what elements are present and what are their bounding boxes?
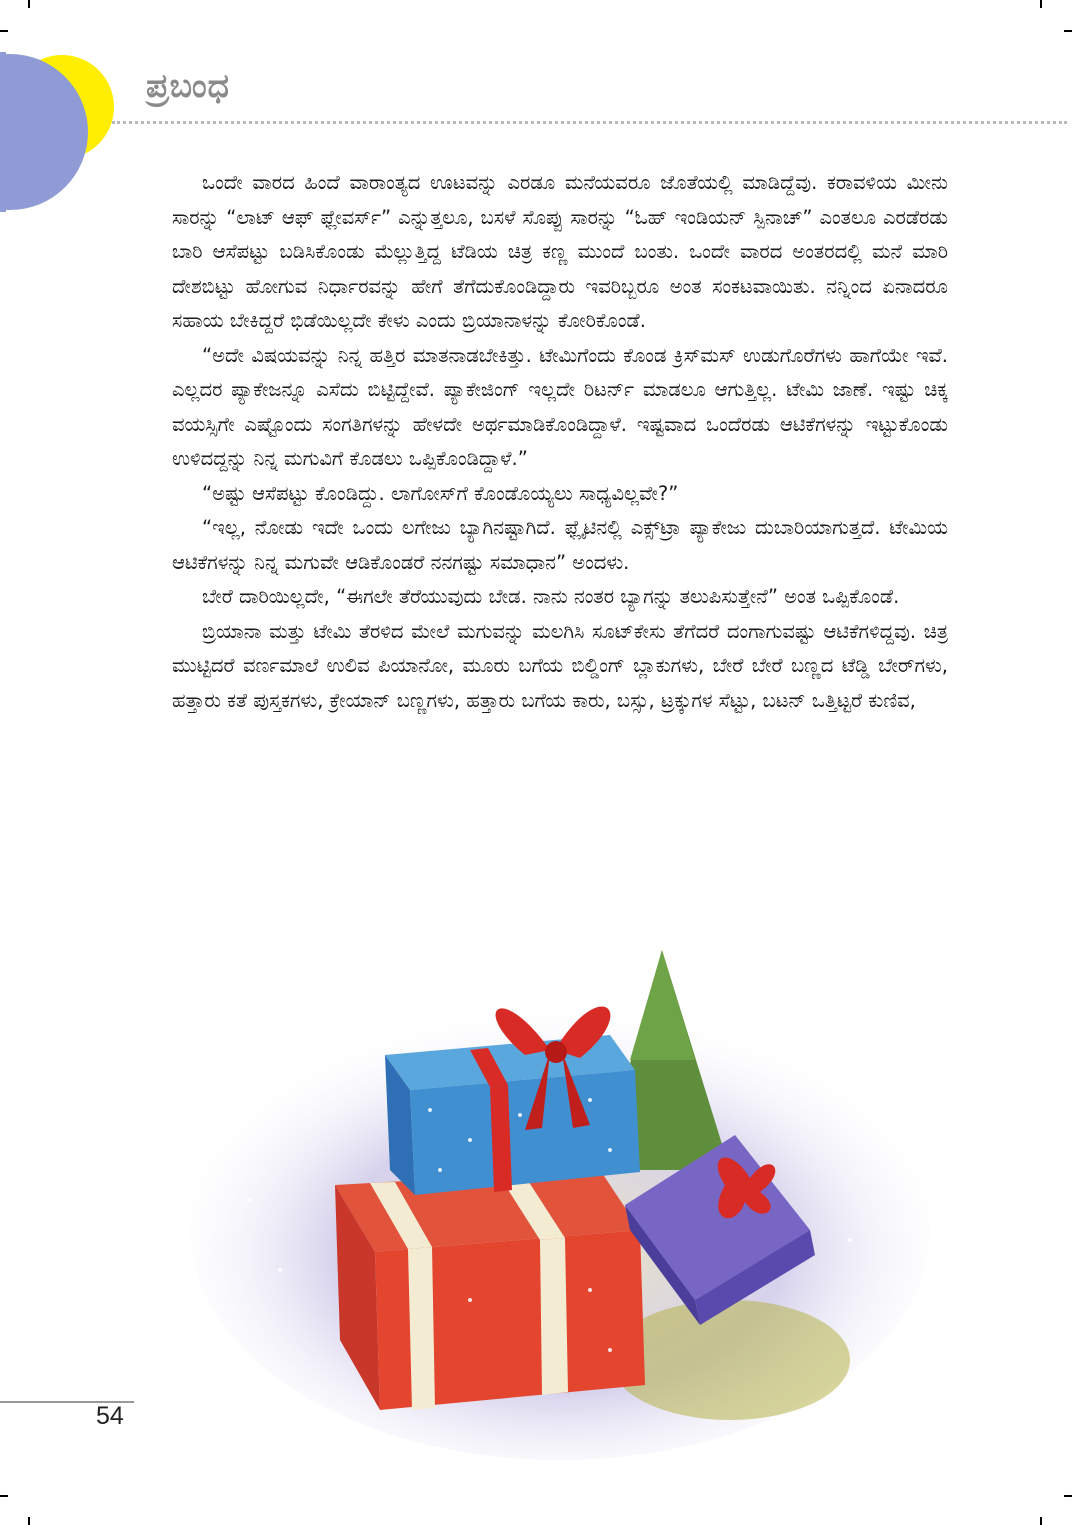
- crop-mark: [1064, 1495, 1072, 1497]
- page-number: 54: [96, 1402, 124, 1430]
- paragraph: “ಅಷ್ಟು ಆಸೆಪಟ್ಟು ಕೊಂಡಿದ್ದು. ಲಾಗೋಸ್‌ಗೆ ಕೊಂಡೊಯ್ಯಲು ಸಾಧ್ಯವಿಲ್ಲವೇ?”: [202, 481, 679, 505]
- crop-mark: [0, 1495, 8, 1497]
- gift-boxes-illustration: [170, 940, 950, 1480]
- section-title: ಪ್ರಬಂಧ: [146, 66, 230, 105]
- crop-mark: [1064, 30, 1072, 32]
- paragraph: “ಇಲ್ಲ, ನೋಡು ಇದೇ ಒಂದು ಲಗೇಜು ಬ್ಯಾಗಿನಷ್ಟಾಗಿದೆ. ಫ್ಲೈಟಿನಲ್ಲಿ ಎಕ್ಸ್‌ಟ್ರಾ ಪ್ಯಾಕೇಜು ದುಬಾರಿಯಾಗುತ್ತದೆ. ಟೇಮಿಯ ಆಟಿಕೆಗಳನ್ನು ನಿನ್ನ ಮಗುವೇ ಆಡಿಕೊಂಡರೆ ನನಗಷ್ಟು ಸಮಾಧಾನ” ಅಂದಳು.: [172, 516, 948, 574]
- paragraph: “ಅದೇ ವಿಷಯವನ್ನು ನಿನ್ನ ಹತ್ತಿರ ಮಾತನಾಡಬೇಕಿತ್ತು. ಟೇಮಿಗೆಂದು ಕೊಂಡ ಕ್ರಿಸ್‌ಮಸ್ ಉಡುಗೊರೆಗಳು ಹಾಗೆಯೇ ಇವೆ. ಎಲ್ಲದರ ಪ್ಯಾಕೇಜನ್ನೂ ಎಸೆದು ಬಿಟ್ಟಿದ್ದೇವೆ. ಪ್ಯಾಕೇಜಿಂಗ್ ಇಲ್ಲದೇ ರಿಟರ್ನ್ ಮಾಡಲೂ ಆಗುತ್ತಿಲ್ಲ. ಟೇಮಿ ಜಾಣೆ. ಇಷ್ಟು ಚಿಕ್ಕ ವಯಸ್ಸಿಗೇ ಎಷ್ಟೊಂದು ಸಂಗತಿಗಳನ್ನು ಹೇಳದೇ ಅರ್ಥಮಾಡಿಕೊಂಡಿದ್ದಾಳೆ. ಇಷ್ಟವಾದ ಒಂದೆರಡು ಆಟಿಕೆಗಳನ್ನು ಇಟ್ಟುಕೊಂಡು ಉಳಿದದ್ದನ್ನು ನಿನ್ನ ಮಗುವಿಗೆ ಕೊಡಲು ಒಪ್ಪಿಕೊಂಡಿದ್ದಾಳೆ.”: [172, 343, 948, 470]
- crop-mark: [1040, 0, 1042, 8]
- crop-mark: [28, 0, 30, 8]
- paragraph: ಬೇರೆ ದಾರಿಯಿಲ್ಲದೇ, “ಈಗಲೇ ತೆರೆಯುವುದು ಬೇಡ. ನಾನು ನಂತರ ಬ್ಯಾಗನ್ನು ತಲುಪಿಸುತ್ತೇನೆ” ಅಂತ ಒಪ್ಪಿಕೊಂಡೆ.: [202, 585, 900, 608]
- body-text: [172, 166, 948, 718]
- corner-decoration: [0, 52, 115, 212]
- crop-mark: [0, 30, 8, 32]
- crop-mark: [28, 1517, 30, 1525]
- dotted-divider: [112, 121, 1067, 124]
- crop-mark: [1040, 1517, 1042, 1525]
- paragraph: ಬ್ರಿಯಾನಾ ಮತ್ತು ಟೇಮಿ ತೆರಳಿದ ಮೇಲೆ ಮಗುವನ್ನು ಮಲಗಿಸಿ ಸೂಟ್‌ಕೇಸು ತೆಗೆದರೆ ದಂಗಾಗುವಷ್ಟು ಆಟಿಕೆಗಳಿದ್ದವು. ಚಿತ್ರ ಮುಟ್ಟಿದರೆ ವರ್ಣಮಾಲೆ ಉಲಿವ ಪಿಯಾನೋ, ಮೂರು ಬಗೆಯ ಬಿಲ್ಡಿಂಗ್ ಬ್ಲಾಕುಗಳು, ಬೇರೆ ಬೇರೆ ಬಣ್ಣದ ಟೆಡ್ಡಿ ಬೇರ್‌ಗಳು, ಹತ್ತಾರು ಕತೆ ಪುಸ್ತಕಗಳು, ಕ್ರೇಯಾನ್ ಬಣ್ಣಗಳು, ಹತ್ತಾರು ಬಗೆಯ ಕಾರು, ಬಸ್ಸು, ಟ್ರಕ್ಕುಗಳ ಸೆಟ್ಟು, ಬಟನ್ ಒತ್ತಿಟ್ಟರೆ ಕುಣಿವ,: [172, 619, 948, 712]
- paragraph: ಒಂದೇ ವಾರದ ಹಿಂದೆ ವಾರಾಂತ್ಯದ ಊಟವನ್ನು ಎರಡೂ ಮನೆಯವರೂ ಜೊತೆಯಲ್ಲಿ ಮಾಡಿದ್ದೆವು. ಕರಾವಳಿಯ ಮೀನು ಸಾರನ್ನು “ಲಾಟ್ ಆಫ್ ಫ್ಲೇವರ್ಸ್” ಎನ್ನುತ್ತಲೂ, ಬಸಳೆ ಸೊಪ್ಪು ಸಾರನ್ನು “ಓಹ್ ಇಂಡಿಯನ್ ಸ್ಪಿನಾಚ್” ಎಂತಲೂ ಎರಡೆರಡು ಬಾರಿ ಆಸೆಪಟ್ಟು ಬಡಿಸಿಕೊಂಡು ಮೆಲ್ಲುತ್ತಿದ್ದ ಟೆಡಿಯ ಚಿತ್ರ ಕಣ್ಣ ಮುಂದೆ ಬಂತು. ಒಂದೇ ವಾರದ ಅಂತರದಲ್ಲಿ ಮನೆ ಮಾರಿ ದೇಶಬಿಟ್ಟು ಹೋಗುವ ನಿರ್ಧಾರವನ್ನು ಹೇಗೆ ತೆಗೆದುಕೊಂಡಿದ್ದಾರು ಇವರಿಬ್ಬರೂ ಅಂತ ಸಂಕಟವಾಯಿತು. ನನ್ನಿಂದ ಏನಾದರೂ ಸಹಾಯ ಬೇಕಿದ್ದರೆ ಭಿಡೆಯಿಲ್ಲದೇ ಕೇಳು ಎಂದು ಬ್ರಿಯಾನಾಳನ್ನು ಕೋರಿಕೊಂಡೆ.: [172, 171, 948, 332]
